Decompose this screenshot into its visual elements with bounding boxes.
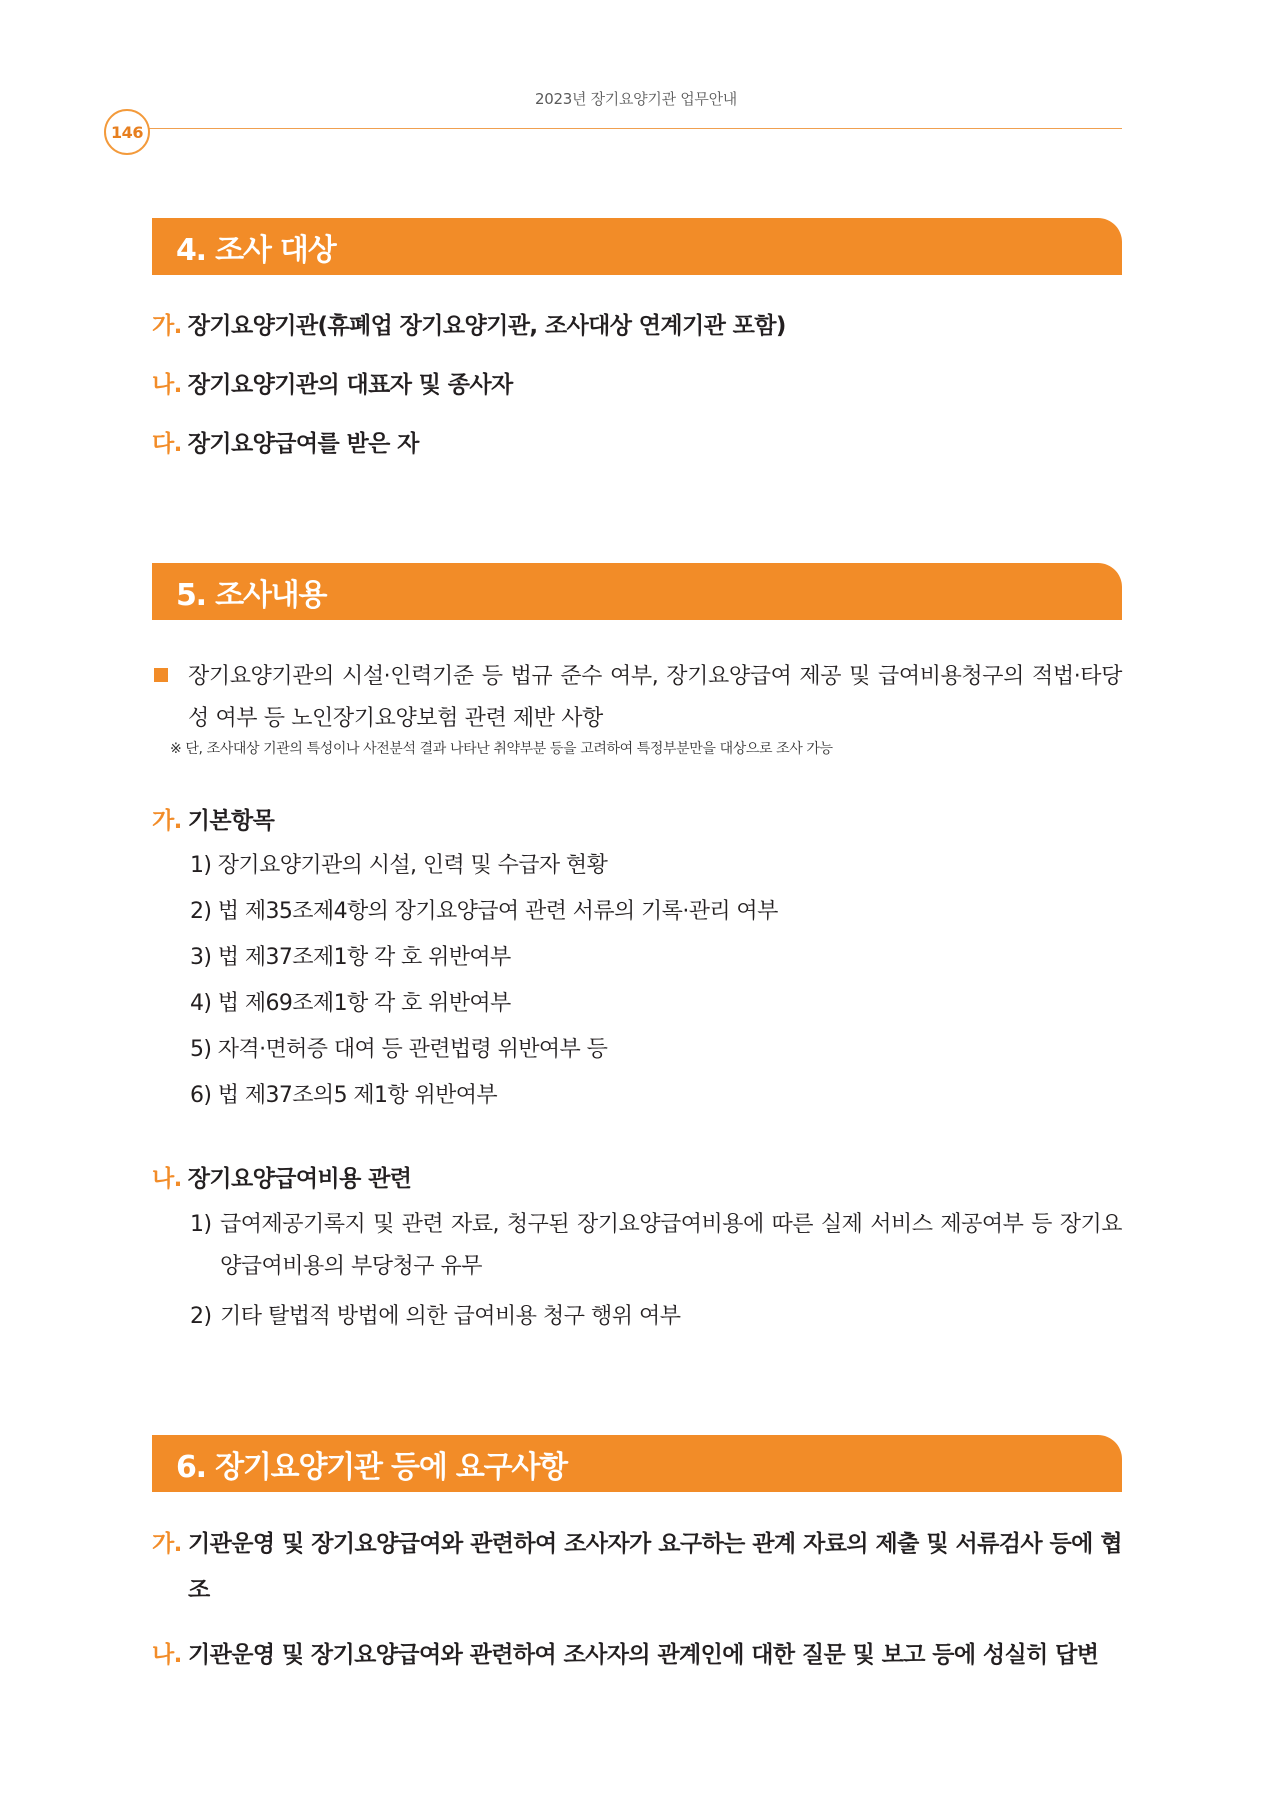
bullet-text: 장기요양기관의 시설·인력기준 등 법규 준수 여부, 장기요양급여 제공 및 급여비용청구의 적법·타당성 여부 등 노인장기요양보험 관련 제반 사항	[188, 664, 1122, 731]
item-text: 기관운영 및 장기요양급여와 관련하여 조사자가 요구하는 관계 자료의 제출 및 서류검사 등에 협조	[188, 1531, 1122, 1603]
item-text: 장기요양기관(휴폐업 장기요양기관, 조사대상 연계기관 포함)	[187, 313, 786, 339]
item-text: 급여제공기록지 및 관련 자료, 청구된 장기요양급여비용에 따른 실제 서비스 제공여부 등 장기요양급여비용의 부당청구 유무	[220, 1212, 1122, 1279]
square-bullet-icon	[154, 668, 168, 682]
page-number-badge: 146	[104, 109, 150, 155]
section-4-heading: 4. 조사 대상	[152, 218, 1122, 275]
section-6-item-b	[152, 1632, 1122, 1678]
item-text: 기본항목	[187, 808, 275, 834]
section-5-sub-b-heading	[152, 1156, 1122, 1202]
item-number: 1)	[190, 1212, 212, 1237]
section-6-item-a	[152, 1521, 1122, 1613]
section-5-sub-a-heading	[152, 798, 1122, 844]
basic-item-1: 1) 장기요양기관의 시설, 인력 및 수급자 현황	[190, 853, 608, 878]
item-marker: 나.	[152, 1642, 182, 1668]
item-marker: 가.	[152, 1531, 182, 1557]
item-marker: 다.	[152, 431, 182, 457]
item-text: 기관운영 및 장기요양급여와 관련하여 조사자의 관계인에 대한 질문 및 보고 등에 성실히 답변	[188, 1642, 1099, 1668]
item-text: 장기요양급여를 받은 자	[187, 431, 419, 457]
cost-item-2	[190, 1296, 1122, 1338]
section-4-item-a	[152, 303, 1122, 349]
cost-item-1	[190, 1204, 1122, 1288]
item-marker: 가.	[152, 313, 182, 339]
basic-item-4: 4) 법 제69조제1항 각 호 위반여부	[190, 991, 511, 1016]
section-4-item-c	[152, 421, 1122, 467]
item-marker: 나.	[152, 372, 182, 398]
item-text: 장기요양기관의 대표자 및 종사자	[187, 372, 513, 398]
item-number: 2)	[190, 1304, 212, 1329]
section-6-heading: 6. 장기요양기관 등에 요구사항	[152, 1435, 1122, 1492]
header-rule	[126, 128, 1122, 129]
basic-item-2: 2) 법 제35조제4항의 장기요양급여 관련 서류의 기록·관리 여부	[190, 899, 778, 924]
basic-item-6: 6) 법 제37조의5 제1항 위반여부	[190, 1083, 498, 1108]
item-marker: 나.	[152, 1166, 182, 1192]
section-5-bullet	[154, 656, 1122, 740]
item-marker: 가.	[152, 808, 182, 834]
section-5-note: ※ 단, 조사대상 기관의 특성이나 사전분석 결과 나타난 취약부분 등을 고려하여 특정부분만을 대상으로 조사 가능	[170, 741, 833, 757]
basic-item-5: 5) 자격·면허증 대여 등 관련법령 위반여부 등	[190, 1037, 608, 1062]
section-4-item-b	[152, 362, 1122, 408]
item-text: 기타 탈법적 방법에 의한 급여비용 청구 행위 여부	[220, 1304, 681, 1329]
basic-item-3: 3) 법 제37조제1항 각 호 위반여부	[190, 945, 511, 970]
running-header: 2023년 장기요양기관 업무안내	[534, 90, 737, 108]
item-text: 장기요양급여비용 관련	[187, 1166, 412, 1192]
section-5-heading: 5. 조사내용	[152, 563, 1122, 620]
